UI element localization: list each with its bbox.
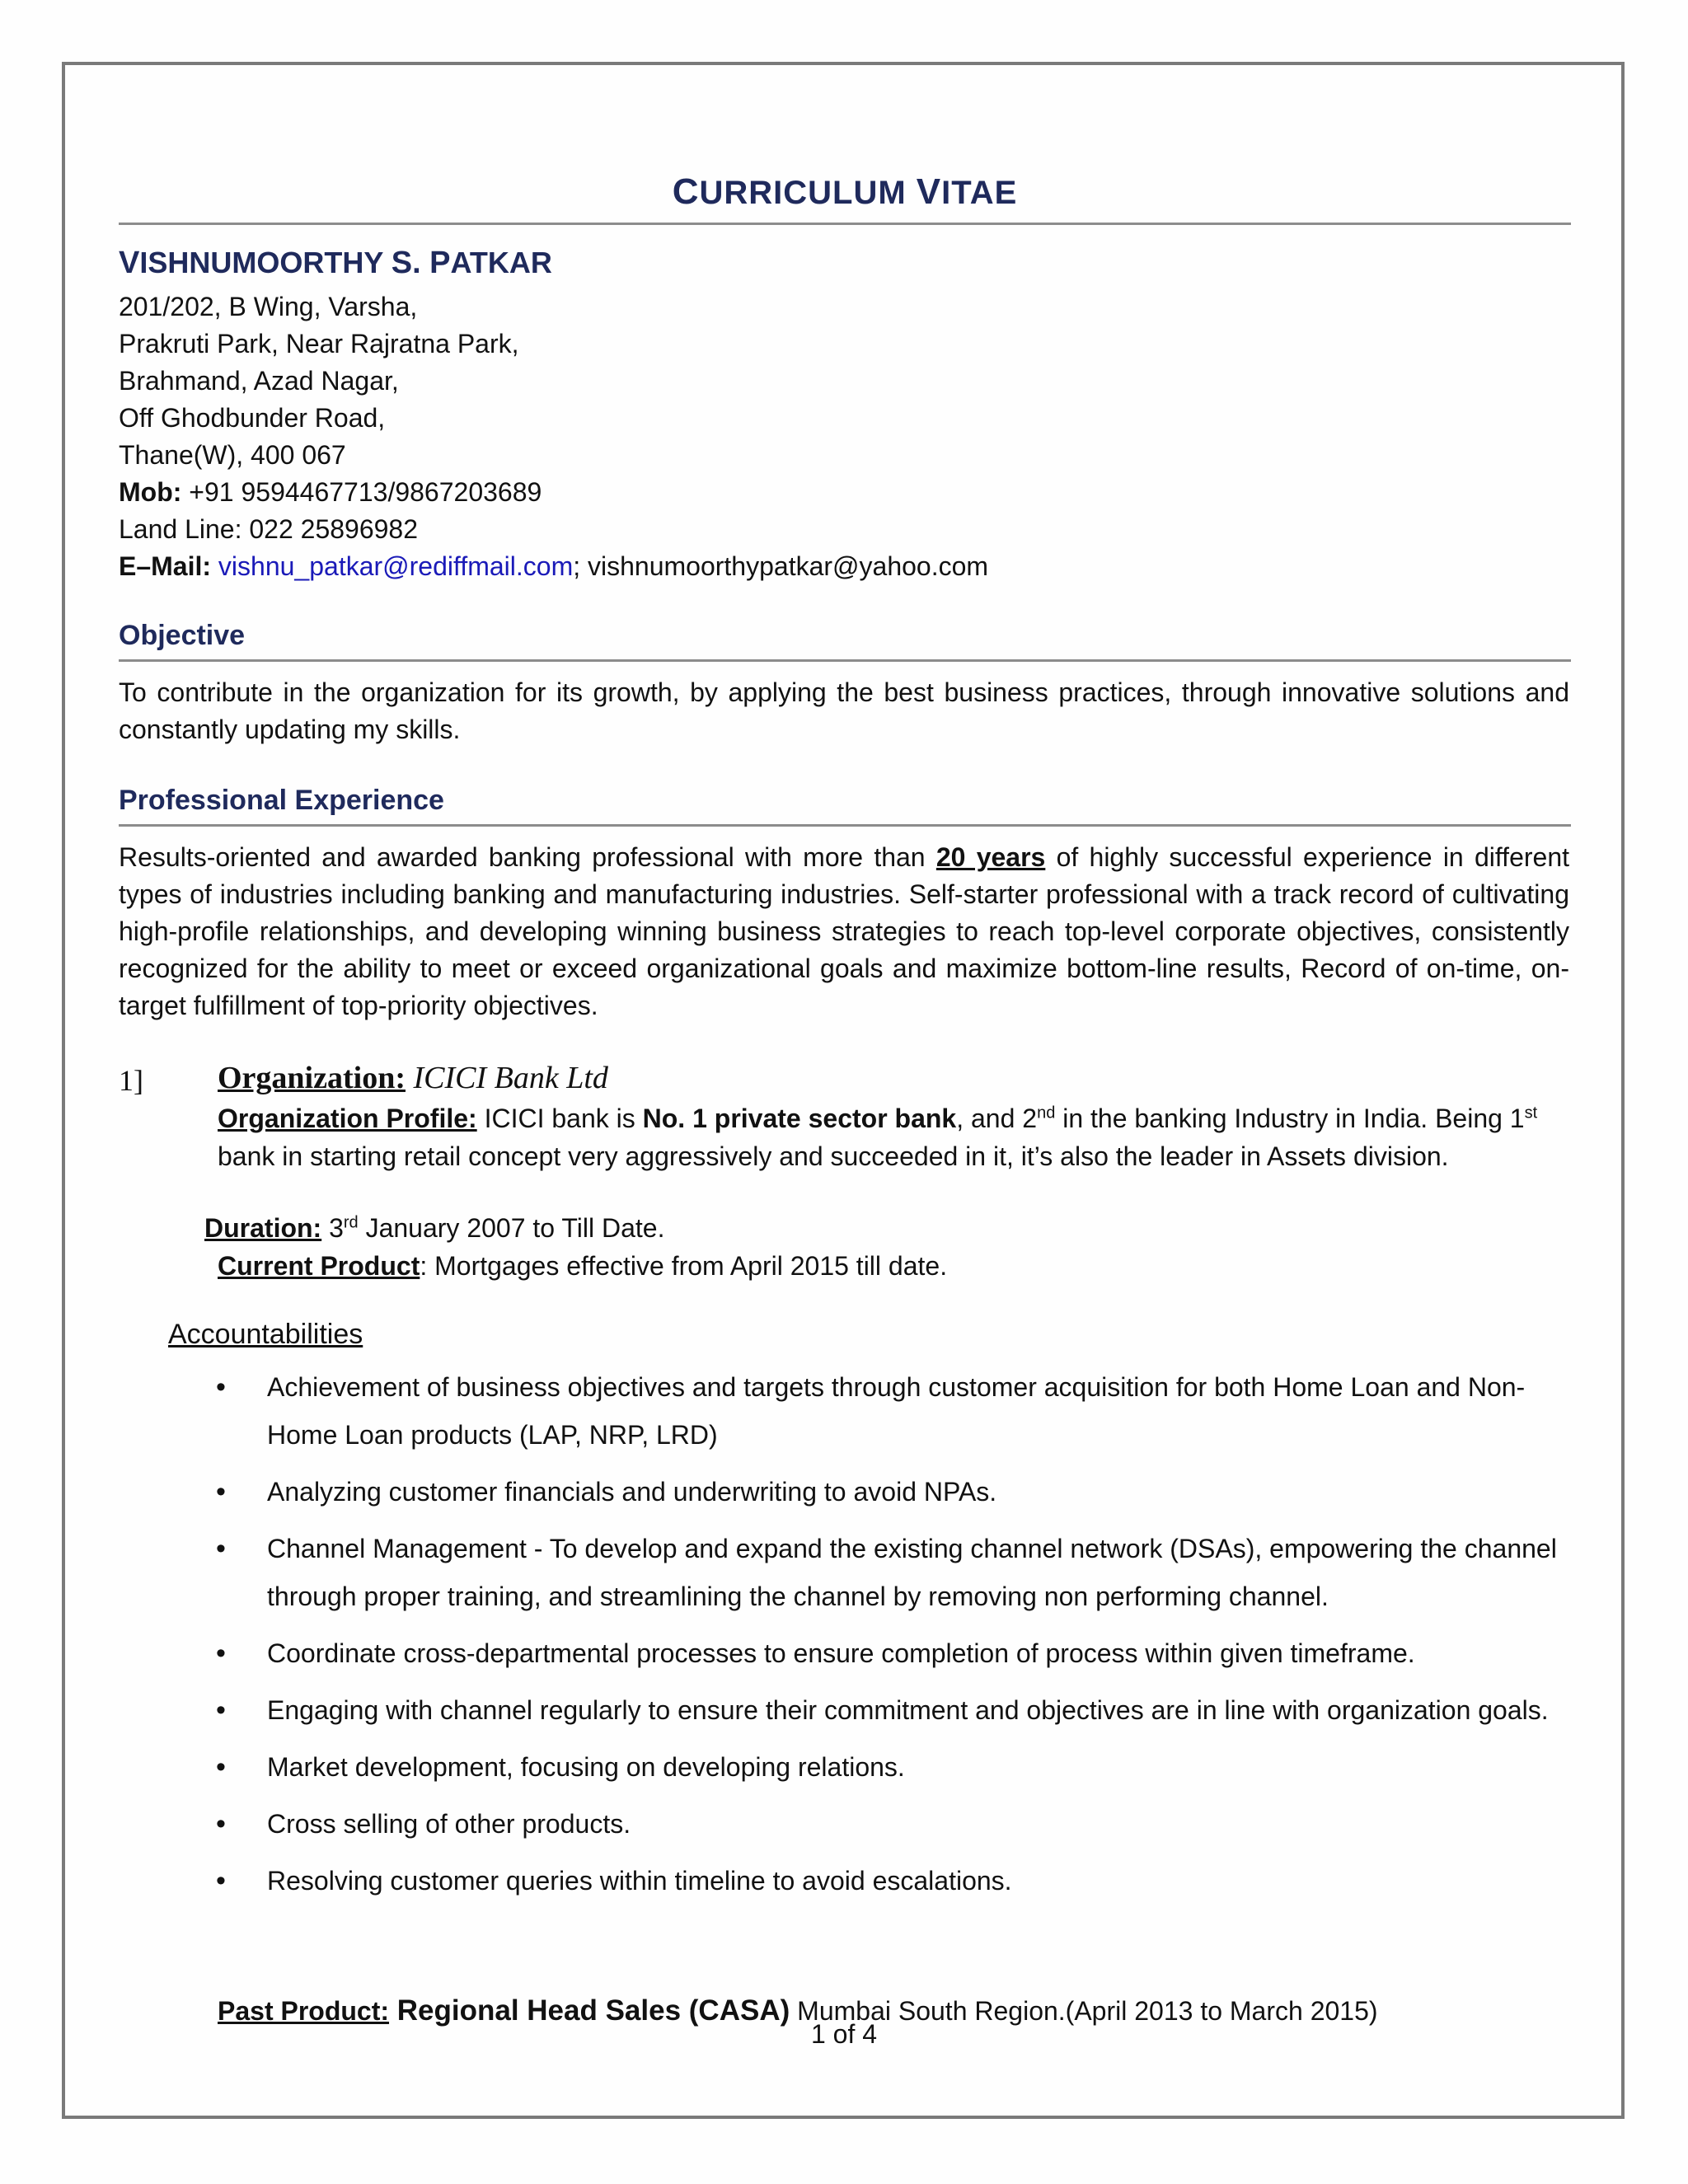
bullet-icon: •: [216, 1694, 226, 1726]
experience-summary: Results-oriented and awarded banking professional with more than 20 years of highly successful experience in different types of industries including banking and manufacturing industries. Self-starter professional with a track record of cultivating high-profile relationships, and developing winning business strategies to reach top-level corporate objectives, consistently recognized for the ability to meet or exceed organizational goals and maximize bottom-line results, Record of on-time, on-target fulfillment of top-priority objectives.: [119, 842, 1570, 1020]
email-link[interactable]: vishnu_patkar@rediffmail.com: [218, 551, 574, 581]
bullet-icon: •: [216, 1476, 226, 1507]
bullet-icon: •: [216, 1808, 226, 1840]
duration-line: Duration: 3rd January 2007 to Till Date.: [204, 1213, 665, 1243]
accountabilities-heading: Accountabilities: [168, 1319, 363, 1350]
candidate-name: VISHNUMOORTHY S. PATKAR: [119, 246, 552, 280]
current-product-line: Current Product: Mortgages effective from April 2015 till date.: [218, 1251, 948, 1281]
address-line: 201/202, B Wing, Varsha,: [119, 292, 418, 321]
objective-text: To contribute in the organization for its growth, by applying the best business practices, through innovative solutions and constantly updating my skills.: [119, 677, 1569, 744]
list-item: • Engaging with channel regularly to ensure their commitment and objectives are in line with organization goals.: [216, 1686, 1568, 1734]
list-item: • Cross selling of other products.: [216, 1800, 1568, 1848]
page-title: CURRICULUM VITAE: [672, 171, 1018, 212]
list-item: • Coordinate cross-departmental processes to ensure completion of process within given timeframe.: [216, 1629, 1568, 1677]
bullet-icon: •: [216, 1533, 226, 1564]
title-rule: [119, 223, 1571, 225]
address-line: Thane(W), 400 067: [119, 440, 346, 470]
address-line: Off Ghodbunder Road,: [119, 403, 386, 433]
mobile-line: Mob: +91 9594467713/9867203689: [119, 477, 542, 507]
list-item: • Achievement of business objectives and targets through customer acquisition for both Home Loan and Non-Home Loan products (LAP, NRP, LRD): [216, 1363, 1568, 1459]
email-line: E–Mail: vishnu_patkar@rediffmail.com; vishnumoorthypatkar@yahoo.com: [119, 551, 989, 581]
accountabilities-list: [216, 1363, 1568, 1914]
experience-rule: [119, 824, 1571, 827]
experience-heading: Professional Experience: [119, 785, 444, 816]
organization-profile: Organization Profile: ICICI bank is No. 1 private sector bank, and 2nd in the banking Industry in India. Being 1st bank in starting retail concept very aggressively and succeeded in it, it’s also the leader in Assets division.: [218, 1104, 1538, 1171]
objective-rule: [119, 659, 1571, 662]
years-highlight: 20 years: [935, 842, 1046, 872]
page-number: 1 of 4: [810, 2019, 878, 2049]
list-item: • Analyzing customer financials and underwriting to avoid NPAs.: [216, 1468, 1568, 1516]
address-line: Prakruti Park, Near Rajratna Park,: [119, 329, 519, 359]
bullet-icon: •: [216, 1865, 226, 1896]
bullet-icon: •: [216, 1371, 226, 1403]
organization-line: Organization: ICICI Bank Ltd: [218, 1061, 608, 1095]
bullet-icon: •: [216, 1638, 226, 1669]
org-number: 1]: [119, 1064, 143, 1097]
landline: Land Line: 022 25896982: [119, 514, 419, 544]
list-item: • Market development, focusing on developing relations.: [216, 1743, 1568, 1791]
past-product-line: Past Product: Regional Head Sales (CASA) Mumbai South Region.(April 2013 to March 2015): [218, 1994, 1378, 2027]
objective-heading: Objective: [119, 620, 246, 651]
bullet-icon: •: [216, 1751, 226, 1783]
contact-block: [119, 288, 988, 585]
list-item: • Channel Management - To develop and expand the existing channel network (DSAs), empowering the channel through proper training, and streamlining the channel by removing non performing channel.: [216, 1525, 1568, 1620]
list-item: • Resolving customer queries within timeline to avoid escalations.: [216, 1857, 1568, 1905]
address-line: Brahmand, Azad Nagar,: [119, 366, 399, 396]
